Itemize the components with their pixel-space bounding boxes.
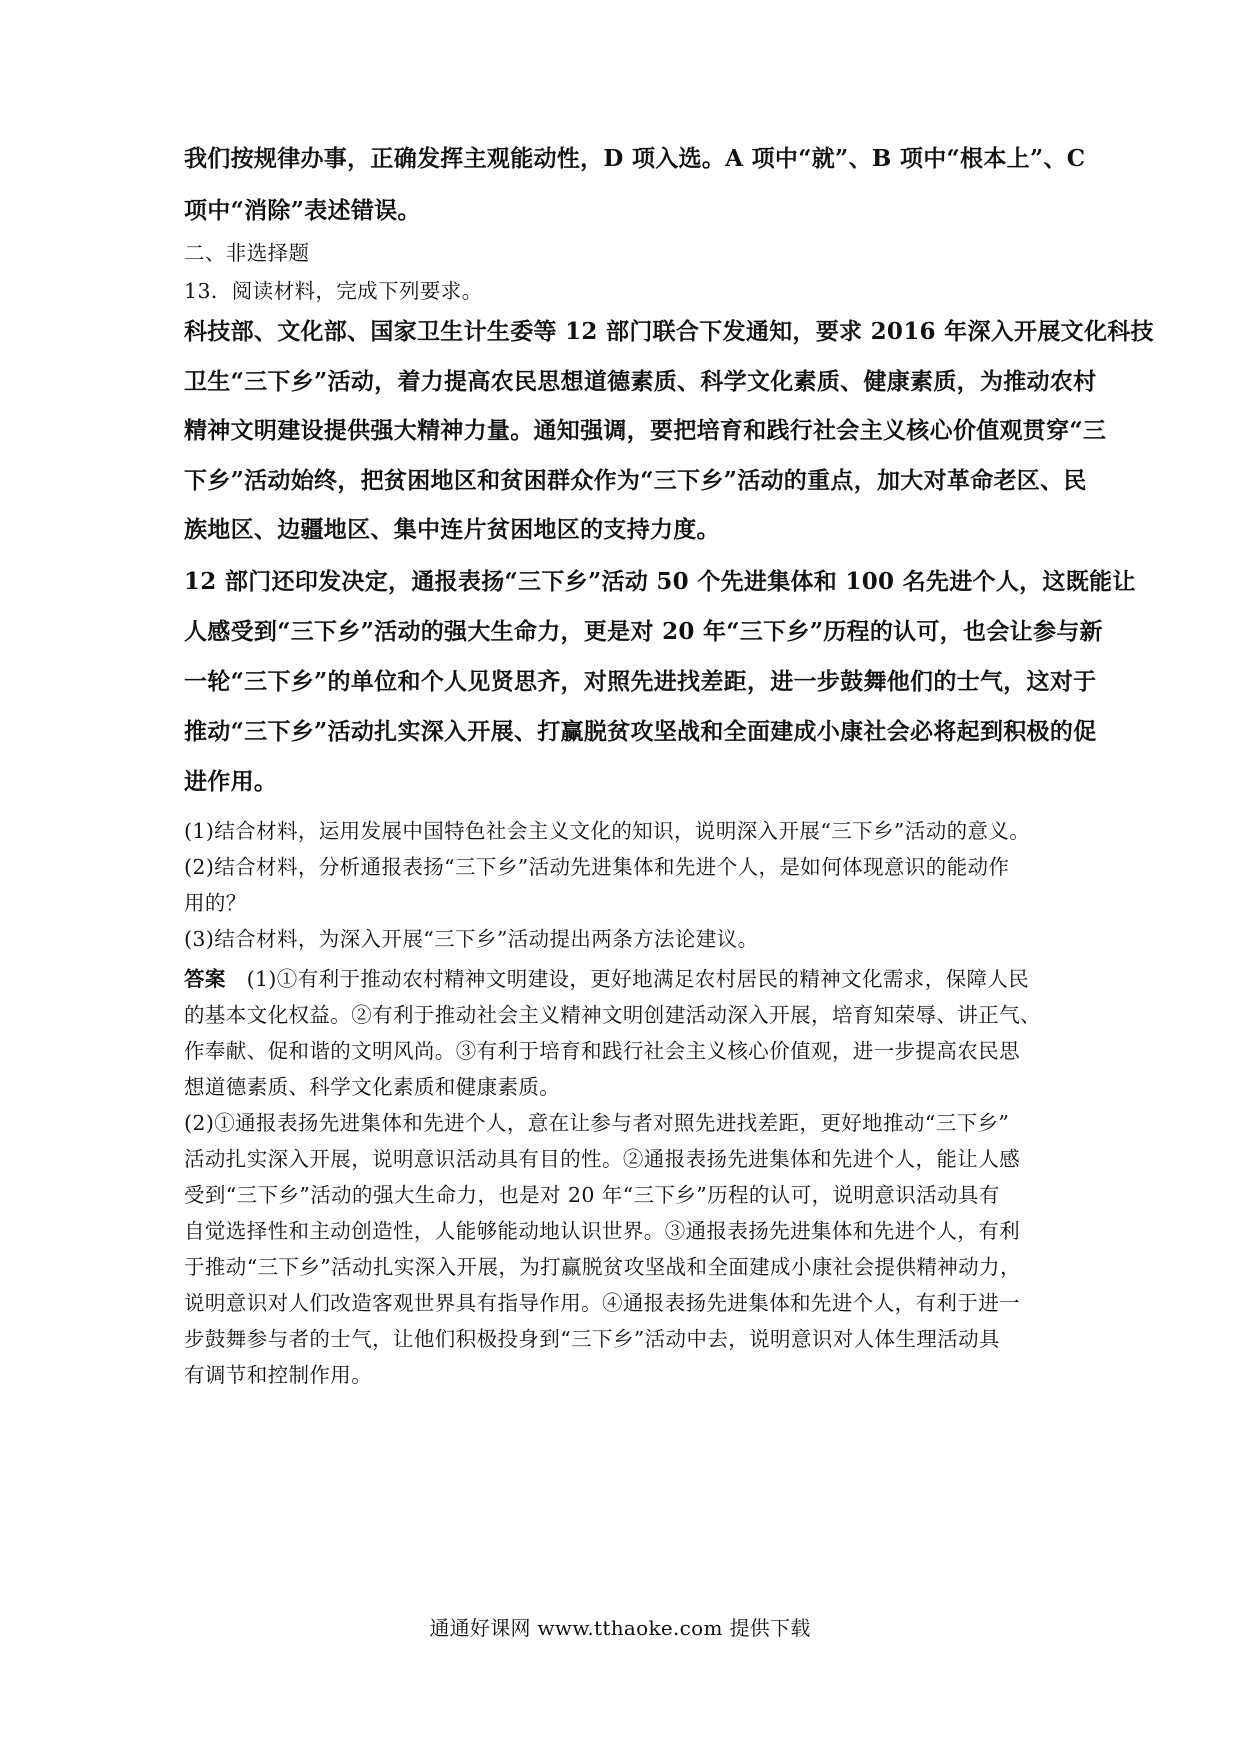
text-line: 项中“消除”表述错误。 [184,197,421,224]
sub-questions [184,814,1066,958]
text-line: 精神文明建设提供强大精神力量。通知强调，要把培育和践行社会主义核心价值观贯穿“三 [184,417,1107,444]
text-line: 科技部、文化部、国家卫生计生委等 12 部门联合下发通知，要求 2016 年深入开展文化科技 [184,318,1154,345]
question-stem: 13．阅读材料，完成下列要求。 [184,279,483,303]
answer-line: 想道德素质、科学文化素质和健康素质。 [184,1075,561,1099]
answer-line [184,962,1066,998]
text-line: 人感受到“三下乡”活动的强大生命力，更是对 20 年“三下乡”历程的认可，也会让参与新 [184,618,1103,645]
text-line: 一轮“三下乡”的单位和个人见贤思齐，对照先进找差距，进一步鼓舞他们的士气，这对于 [184,668,1097,695]
text-line: 下乡”活动始终，把贫困地区和贫困群众作为“三下乡”活动的重点，加大对革命老区、民 [184,466,1087,494]
answer-text: (1)①有利于推动农村精神文明建设，更好地满足农村居民的精神文化需求，保障人民 [246,967,1030,991]
sub-question: (2)结合材料，分析通报表扬“三下乡”活动先进集体和先进个人，是如何体现意识的能动作 [184,855,1010,879]
sub-question: (1)结合材料，运用发展中国特色社会主义文化的知识，说明深入开展“三下乡”活动的意义。 [184,819,1031,843]
answer-line: 受到“三下乡”活动的强大生命力，也是对 20 年“三下乡”历程的认可，说明意识活动具有 [184,1183,1000,1207]
text-line: 我们按规律办事，正确发挥主观能动性，D 项入选。A 项中“就”、B 项中“根本上”、C [184,145,1086,172]
answer-line: 自觉选择性和主动创造性，人能够能动地认识世界。③通报表扬先进集体和先进个人，有利 [184,1219,1020,1243]
answer-line: 步鼓舞参与者的士气，让他们积极投身到“三下乡”活动中去，说明意识对人体生理活动具 [184,1327,1000,1351]
continuation-text [184,140,1086,244]
answer-line: 作奉献、促和谐的文明风尚。③有利于培育和践行社会主义核心价值观，进一步提高农民思 [184,1039,1020,1063]
answer-line: 于推动“三下乡”活动扎实深入开展，为打赢脱贫攻坚战和全面建成小康社会提供精神动力， [184,1255,1021,1279]
sub-question: (3)结合材料，为深入开展“三下乡”活动提出两条方法论建议。 [184,927,759,951]
answer-line: 说明意识对人们改造客观世界具有指导作用。④通报表扬先进集体和先进个人，有利于进一 [184,1291,1020,1315]
text-line: 进作用。 [184,768,278,795]
answer-line: (2)①通报表扬先进集体和先进个人，意在让参与者对照先进找差距，更好地推动“三下乡” [184,1111,1010,1135]
answer-line: 活动扎实深入开展，说明意识活动具有目的性。②通报表扬先进集体和先进个人，能让人感 [184,1147,1020,1171]
text-line: 卫生“三下乡”活动，着力提高农民思想道德素质、科学文化素质、健康素质，为推动农村 [184,367,1097,395]
material-paragraph-2 [184,563,1136,813]
page-footer: 通通好课网 www.tthaoke.com 提供下载 [429,1616,811,1640]
material-paragraph-1 [184,313,1154,561]
section-heading: 二、非选择题 [184,241,310,265]
text-line: 12 部门还印发决定，通报表扬“三下乡”活动 50 个先进集体和 100 名先进个人，这既能让 [184,568,1136,595]
answer-label: 答案 [184,967,226,991]
answer-line: 有调节和控制作用。 [184,1363,373,1387]
answer-line: 的基本文化权益。②有利于推动社会主义精神文明创建活动深入开展，培育知荣辱、讲正气、 [184,1003,1041,1027]
answer-section [184,962,1066,1394]
text-line: 推动“三下乡”活动扎实深入开展、打赢脱贫攻坚战和全面建成小康社会必将起到积极的促 [184,718,1097,745]
text-line: 族地区、边疆地区、集中连片贫困地区的支持力度。 [184,516,720,543]
sub-question: 用的？ [184,891,247,915]
